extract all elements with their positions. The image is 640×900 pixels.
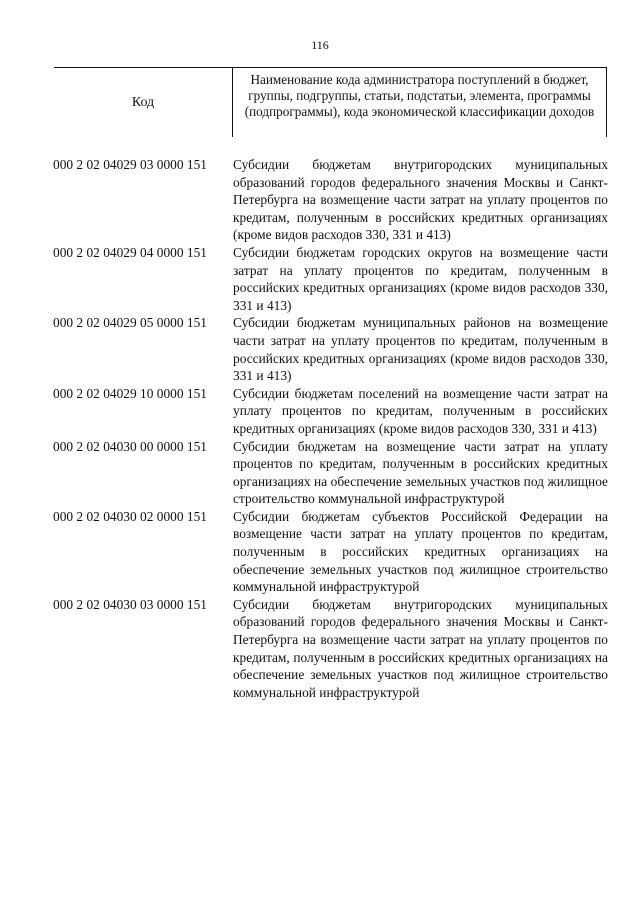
table-row bbox=[53, 244, 608, 314]
row-code: 000 2 02 04029 05 0000 151 bbox=[53, 315, 207, 331]
row-description: Субсидии бюджетам внутригородских муниципальных образований городов федерального значения Москвы и Санкт-Петербурга на возмещение части затрат на уплату процентов по кредитам, полученным в российских кредитных организациях (кроме видов расходов 330, 331 и 413) bbox=[233, 157, 608, 243]
page-number: 116 bbox=[311, 38, 329, 52]
row-code: 000 2 02 04029 04 0000 151 bbox=[53, 244, 207, 260]
row-code: 000 2 02 04030 03 0000 151 bbox=[53, 596, 207, 612]
table-row bbox=[53, 156, 608, 244]
row-code: 000 2 02 04030 00 0000 151 bbox=[53, 438, 207, 454]
row-description: Субсидии бюджетам субъектов Российской Федерации на возмещение части затрат на уплату процентов по кредитам, полученным в российских кредитных организациях на обеспечение земельных участков под жилищное строительство коммунальной инфраструктурой bbox=[233, 508, 608, 595]
row-code: 000 2 02 04030 02 0000 151 bbox=[53, 508, 207, 524]
header-code-label: Код bbox=[131, 94, 155, 110]
table-header bbox=[54, 67, 607, 137]
table-row bbox=[53, 314, 608, 384]
row-description: Субсидии бюджетам городских округов на возмещение части затрат на уплату процентов по кредитам, полученным в российских кредитных организациях (кроме видов расходов 330, 331 и 413) bbox=[233, 244, 608, 313]
row-description: Субсидии бюджетам поселений на возмещение части затрат на уплату процентов по кредитам, полученным в российских кредитных организациях (кроме видов расходов 330, 331 и 413) bbox=[233, 385, 608, 436]
table-row bbox=[53, 508, 608, 596]
row-code: 000 2 02 04029 10 0000 151 bbox=[53, 385, 207, 401]
row-description: Субсидии бюджетам муниципальных районов на возмещение части затрат на уплату процентов по кредитам, полученным в российских кредитных организациях (кроме видов расходов 330, 331 и 413) bbox=[233, 315, 608, 384]
table-row bbox=[53, 438, 608, 508]
table-row bbox=[53, 385, 608, 438]
table-row bbox=[53, 596, 608, 702]
row-description: Субсидии бюджетам на возмещение части затрат на уплату процентов по кредитам, полученным в российских кредитных организациях на обеспечение земельных участков под жилищное строительство коммунальной инфраструктурой bbox=[233, 438, 608, 507]
classification-rows bbox=[53, 156, 608, 701]
row-description: Субсидии бюджетам внутригородских муниципальных образований городов федерального значения Москвы и Санкт-Петербурга на возмещение части затрат на уплату процентов по кредитам, полученным в российских кредитных организациях на обеспечение земельных участков под жилищное строительство коммунальной инфраструктурой bbox=[233, 596, 608, 700]
header-name-label: Наименование кода администратора поступлений в бюджет, группы, подгруппы, статьи, подстатьи, элемента, программы (подпрограммы), кода экономической классификации доходов bbox=[232, 68, 607, 137]
row-code: 000 2 02 04029 03 0000 151 bbox=[53, 157, 207, 172]
